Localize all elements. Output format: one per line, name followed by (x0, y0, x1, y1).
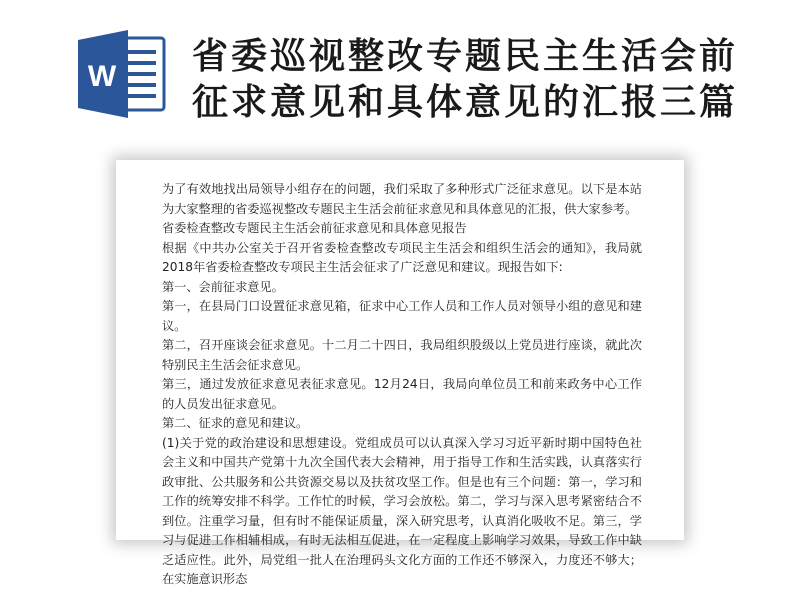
paragraph: 第二，召开座谈会征求意见。十二月二十四日，我局组织股级以上党员进行座谈，就此次特别民主生活会征求意见。 (162, 338, 642, 372)
word-icon-letter: W (87, 60, 117, 93)
document-body (162, 180, 642, 590)
title-line-1: 省委巡视整改专题民主生活会前 (192, 36, 739, 77)
paragraph: (1)关于党的政治建设和思想建设。党组成员可以认真深入学习习近平新时期中国特色社会主义和中国共产党第十九次全国代表大会精神，用于指导工作和生活实践，认真落实行政审批、公共服务和公共资源交易以及扶贫攻坚工作。但是也有三个问题：第一，学习和工作的统筹安排不科学。工作忙的时候，学习会放松。第二，学习与深入思考紧密结合不到位。注重学习量，但有时不能保证质量，深入研究思考，认真消化吸收不足。第三，学习与促进工作相辅相成，有时无法相互促进，在一定程度上影响学习效果，导致工作中缺乏适应性。此外，局党组一批人在治理码头文化方面的工作还不够深入，力度还不够大；在实施意识形态 (162, 435, 642, 586)
paragraph: 第一，在县局门口设置征求意见箱，征求中心工作人员和工作人员对领导小组的意见和建议。 (162, 299, 642, 333)
paragraph: 第二、征求的意见和建议。 (162, 416, 309, 430)
paragraph: 根据《中共办公室关于召开省委检查整改专项民主生活会和组织生活会的通知》，我局就2018年省委检查整改专项民主生活会征求了广泛意见和建议。现报告如下: (162, 240, 642, 274)
word-document-icon (78, 30, 168, 118)
page-title (192, 34, 752, 126)
title-line-2: 征求意见和具体意见的汇报三篇 (192, 82, 739, 123)
paragraph: 第三，通过发放征求意见表征求意见。12月24日，我局向单位员工和前来政务中心工作的人员发出征求意见。 (162, 377, 642, 411)
paragraph: 省委检查整改专题民主生活会前征求意见和具体意见报告 (162, 221, 467, 235)
paragraph: 为了有效地找出局领导小组存在的问题，我们采取了多种形式广泛征求意见。以下是本站为大家整理的省委巡视整改专题民主生活会前征求意见和具体意见的汇报，供大家参考。 (162, 182, 642, 216)
header (0, 0, 800, 150)
paragraph: 第一、会前征求意见。 (162, 279, 284, 294)
